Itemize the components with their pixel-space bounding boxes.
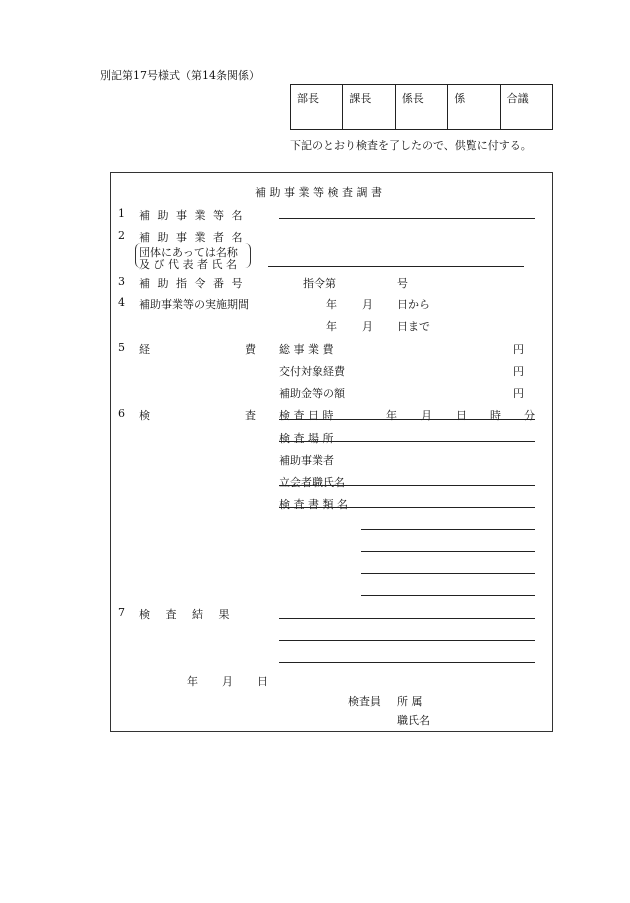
inspector-label: 検査員 [348,695,381,708]
expense-eligible-label: 交付対象経費 [279,365,345,378]
expense-subsidy-unit: 円 [513,387,524,400]
approval-header: 課長 [349,92,372,105]
approval-cell-kakaricho [396,85,448,129]
result-line[interactable] [279,662,535,663]
approval-cell-kacho [343,85,395,129]
form-id: 別記第17号様式（第14条関係） [100,69,260,82]
period-from-day: 日から [397,298,430,311]
period-to-month: 月 [362,320,373,333]
approval-cell-kakari [448,85,500,129]
inspection-place-label: 検 査 場 所 [279,432,334,445]
inspection-month: 月 [421,409,432,422]
item-2-number: 2 [118,229,125,242]
period-from-month: 月 [362,298,373,311]
result-line[interactable] [279,640,535,641]
item-6-number: 6 [118,407,125,420]
period-to-year: 年 [326,320,337,333]
item-2-note-line1: 団体にあっては名称 [139,246,238,259]
inspection-year: 年 [386,409,397,422]
approval-cell-gogi [501,85,552,129]
item-7-number: 7 [118,606,125,619]
witness-label: 立会者職氏名 [279,476,345,489]
footer-month: 月 [222,675,233,688]
witness-line[interactable] [279,485,535,486]
item-1-number: 1 [118,207,125,220]
item-6-label-a: 検 [139,409,150,422]
inspection-datetime-line[interactable] [279,419,535,420]
item-5-number: 5 [118,341,125,354]
item-3-label: 補 助 指 令 番 号 [139,277,245,290]
approval-header: 部長 [297,92,319,105]
subsidy-operator-label: 補助事業者 [279,454,334,467]
period-from-year: 年 [326,298,337,311]
item-1-label: 補 助 事 業 等 名 [139,209,245,222]
result-line[interactable] [279,618,535,619]
inspection-day: 日 [456,409,467,422]
expense-total-unit: 円 [513,343,524,356]
inspection-place-line[interactable] [279,441,535,442]
inspection-datetime-label: 検 査 日 時 [279,409,334,422]
inspection-documents-line-extra[interactable] [361,529,535,530]
inspection-documents-label: 検 査 書 類 名 [279,498,348,511]
approval-header: 合議 [506,92,529,105]
expense-subsidy-label: 補助金等の額 [279,387,345,400]
item-1-line[interactable] [279,218,535,219]
inspection-documents-line-extra[interactable] [361,595,535,596]
inspection-documents-line[interactable] [279,507,535,508]
item-5-label-b: 費 [245,343,256,356]
item-7-label: 検 査 結 果 [139,608,236,621]
period-to-day: 日まで [397,320,430,333]
inspection-hour: 時 [490,409,501,422]
approval-header: 係 [454,92,466,105]
directive-prefix: 指令第 [303,277,336,290]
footer-year: 年 [187,675,198,688]
document-title: 補 助 事 業 等 検 査 調 書 [255,186,382,199]
item-2-label: 補 助 事 業 者 名 [139,231,245,244]
inspection-minute: 分 [524,409,535,422]
item-5-label-a: 経 [139,343,150,356]
item-6-label-b: 査 [245,409,256,422]
notice-text: 下記のとおり検査を了したので、供覧に付する。 [290,139,532,152]
directive-suffix: 号 [397,277,408,290]
inspector-title-label: 職氏名 [397,714,430,727]
inspector-dept-label: 所 属 [397,695,423,708]
inspection-documents-line-extra[interactable] [361,573,535,574]
expense-total-label: 総 事 業 費 [279,343,334,356]
item-2-line[interactable] [268,266,524,267]
item-4-number: 4 [118,296,125,309]
item-3-number: 3 [118,275,125,288]
inspection-documents-line-extra[interactable] [361,551,535,552]
approval-cell-bucho [291,85,343,129]
footer-day: 日 [257,675,268,688]
approval-header: 係長 [401,92,424,105]
expense-eligible-unit: 円 [513,365,524,378]
item-2-note-line2: 及 び 代 表 者 氏 名 [139,258,237,271]
approval-table [290,84,553,130]
item-4-label: 補助事業等の実施期間 [139,298,249,311]
